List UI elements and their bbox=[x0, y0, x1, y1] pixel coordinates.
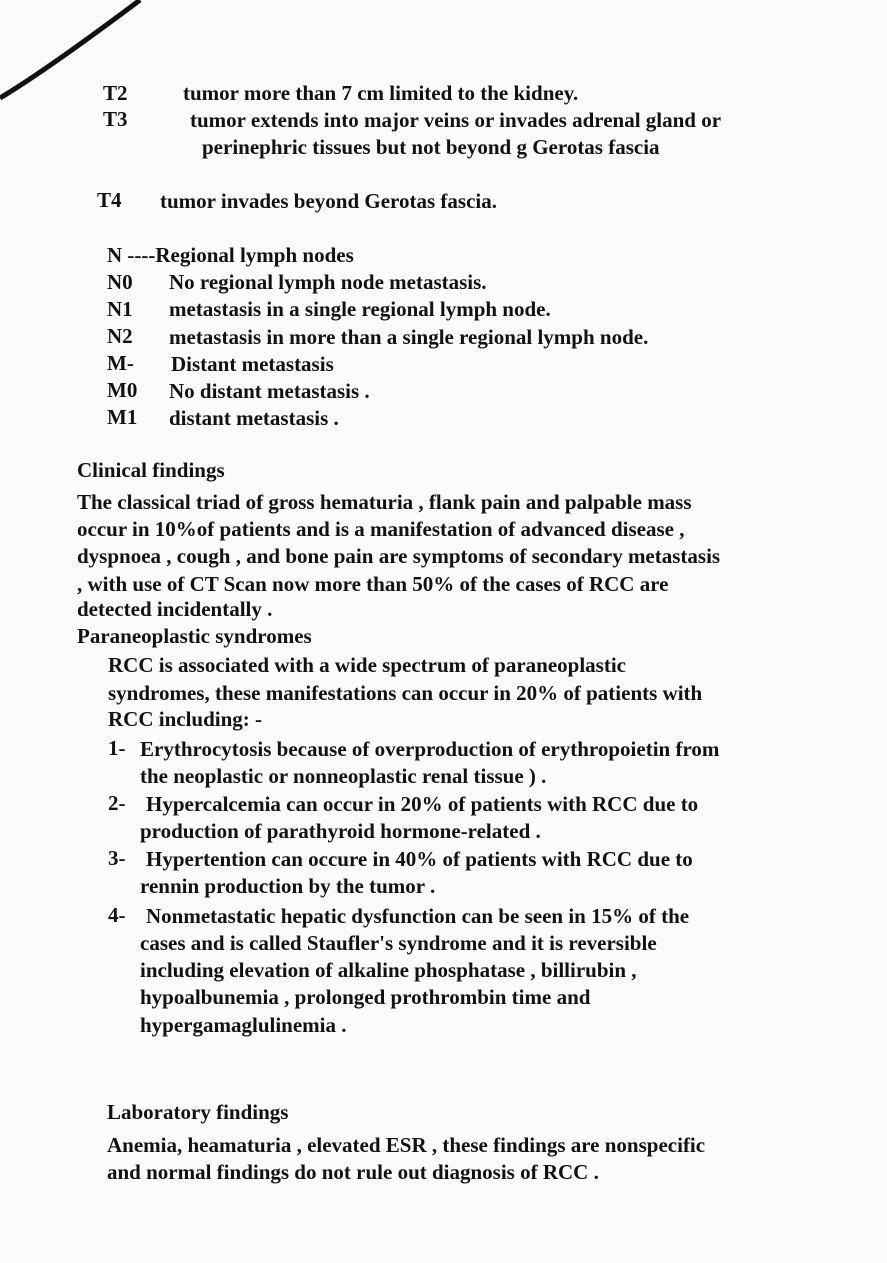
item-2-line-1: Hypercalcemia can occur in 20% of patients with RCC due to bbox=[146, 792, 699, 816]
clinical-line-1: The classical triad of gross hematuria , flank pain and palpable mass bbox=[77, 490, 692, 514]
clinical-line-4: , with use of CT Scan now more than 50% of the cases of RCC are bbox=[77, 572, 669, 596]
paraneoplastic-intro-3: RCC including: - bbox=[108, 707, 263, 731]
m-text: Distant metastasis bbox=[171, 352, 334, 376]
item-4-line-2: cases and is called Staufler's syndrome and it is reversible bbox=[140, 931, 657, 955]
m1-code: M1 bbox=[107, 405, 138, 429]
item-4-number: 4- bbox=[108, 903, 126, 927]
n0-code: N0 bbox=[107, 270, 133, 294]
t3-text-line2: perinephric tissues but not beyond g Gerotas fascia bbox=[202, 135, 660, 159]
item-1-line-1: Erythrocytosis because of overproduction of erythropoietin from bbox=[140, 737, 720, 761]
n-heading: N ----Regional lymph nodes bbox=[107, 243, 354, 267]
item-1-line-2: the neoplastic or nonneoplastic renal tissue ) . bbox=[140, 764, 547, 788]
clinical-line-3: dyspnoea , cough , and bone pain are symptoms of secondary metastasis bbox=[77, 544, 721, 568]
laboratory-heading: Laboratory findings bbox=[107, 1100, 289, 1124]
item-4-line-3: including elevation of alkaline phosphatase , billirubin , bbox=[140, 958, 637, 982]
n2-code: N2 bbox=[107, 324, 133, 348]
t3-text-line1: tumor extends into major veins or invades adrenal gland or bbox=[190, 108, 722, 132]
m0-code: M0 bbox=[107, 378, 138, 402]
m1-text: distant metastasis . bbox=[169, 406, 339, 430]
item-3-line-2: rennin production by the tumor . bbox=[140, 874, 436, 898]
n1-text: metastasis in a single regional lymph node. bbox=[169, 297, 551, 321]
item-1-number: 1- bbox=[108, 736, 126, 760]
item-3-line-1: Hypertention can occure in 40% of patients with RCC due to bbox=[146, 847, 693, 871]
t4-text: tumor invades beyond Gerotas fascia. bbox=[160, 189, 497, 213]
clinical-line-5: detected incidentally . bbox=[77, 597, 273, 621]
paraneoplastic-heading: Paraneoplastic syndromes bbox=[77, 624, 312, 648]
m-code: M- bbox=[107, 351, 134, 375]
t4-code: T4 bbox=[97, 188, 122, 212]
laboratory-line-1: Anemia, heamaturia , elevated ESR , these findings are nonspecific bbox=[107, 1133, 706, 1157]
t2-text: tumor more than 7 cm limited to the kidney. bbox=[183, 81, 579, 105]
t3-code: T3 bbox=[103, 107, 128, 131]
item-4-line-1: Nonmetastatic hepatic dysfunction can be seen in 15% of the bbox=[146, 904, 690, 928]
item-2-number: 2- bbox=[108, 791, 126, 815]
t2-code: T2 bbox=[103, 81, 128, 105]
n1-code: N1 bbox=[107, 297, 133, 321]
item-3-number: 3- bbox=[108, 846, 126, 870]
clinical-heading: Clinical findings bbox=[77, 458, 225, 482]
n0-text: No regional lymph node metastasis. bbox=[169, 270, 487, 294]
paraneoplastic-intro-2: syndromes, these manifestations can occur in 20% of patients with bbox=[108, 681, 703, 705]
clinical-line-2: occur in 10%of patients and is a manifestation of advanced disease , bbox=[77, 517, 685, 541]
item-4-line-5: hypergamaglulinemia . bbox=[140, 1013, 347, 1037]
m0-text: No distant metastasis . bbox=[169, 379, 370, 403]
n2-text: metastasis in more than a single regional lymph node. bbox=[169, 325, 649, 349]
laboratory-line-2: and normal findings do not rule out diagnosis of RCC . bbox=[107, 1160, 599, 1184]
paraneoplastic-intro-1: RCC is associated with a wide spectrum of paraneoplastic bbox=[108, 653, 626, 677]
item-4-line-4: hypoalbunemia , prolonged prothrombin time and bbox=[140, 985, 591, 1009]
item-2-line-2: production of parathyroid hormone-related . bbox=[140, 819, 541, 843]
